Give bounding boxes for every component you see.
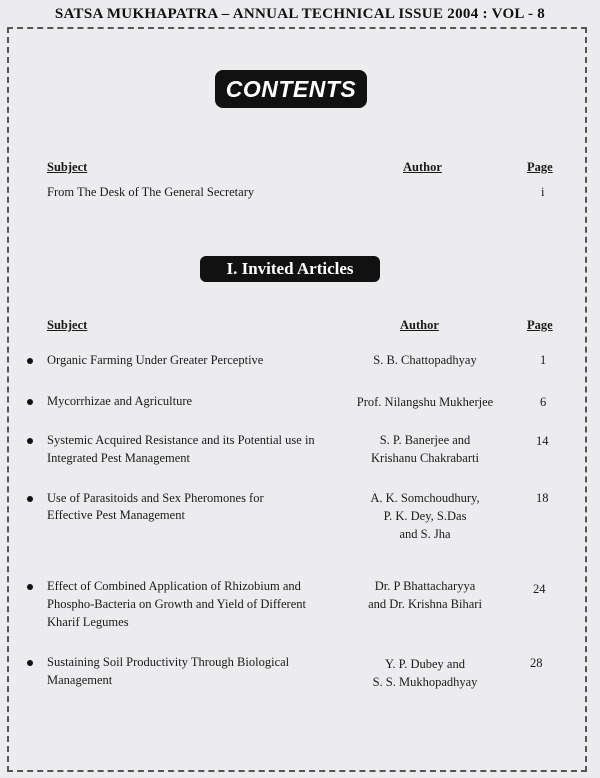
bullet-icon bbox=[27, 496, 33, 502]
journal-header: SATSA MUKHAPATRA – ANNUAL TECHNICAL ISSUE 2004 : VOL - 8 bbox=[54, 6, 546, 22]
toc-entry-title: Sustaining Soil Productivity Through Biological bbox=[47, 655, 290, 669]
bullet-icon bbox=[27, 584, 33, 590]
author-header: Author bbox=[403, 160, 442, 174]
toc-entry-author: and Dr. Krishna Bihari bbox=[368, 597, 482, 611]
toc-entry-author: Krishanu Chakrabarti bbox=[371, 451, 479, 465]
toc-entry-title: Organic Farming Under Greater Perceptive bbox=[47, 353, 264, 367]
subject-header: Subject bbox=[47, 160, 88, 174]
subject-header: Subject bbox=[47, 318, 88, 332]
toc-entry-page: 18 bbox=[536, 491, 549, 505]
toc-entry-author: S. S. Mukhopadhyay bbox=[372, 675, 478, 689]
toc-entry-title: Management bbox=[47, 673, 113, 687]
toc-entry-author: Dr. P Bhattacharyya bbox=[374, 579, 476, 593]
bullet-icon bbox=[27, 438, 33, 444]
toc-entry-page: i bbox=[541, 185, 545, 199]
toc-entry-title: Phospho-Bacteria on Growth and Yield of Different bbox=[47, 597, 306, 611]
toc-entry-page: 14 bbox=[536, 434, 549, 448]
toc-entry-author: S. B. Chattopadhyay bbox=[373, 353, 477, 367]
page-header: Page bbox=[527, 318, 553, 332]
author-header: Author bbox=[400, 318, 439, 332]
toc-entry-title: Integrated Pest Management bbox=[47, 451, 191, 465]
toc-entry-page: 1 bbox=[540, 353, 547, 367]
contents-title: CONTENTS bbox=[215, 70, 367, 108]
toc-entry-title: Systemic Acquired Resistance and its Potential use in bbox=[47, 433, 315, 447]
toc-entry-title: Mycorrhizae and Agriculture bbox=[47, 394, 193, 408]
toc-entry-title: Effect of Combined Application of Rhizobium and bbox=[47, 579, 301, 593]
section-title: I. Invited Articles bbox=[200, 256, 380, 282]
bullet-icon bbox=[27, 660, 33, 666]
bullet-icon bbox=[27, 399, 33, 405]
toc-entry-title: Effective Pest Management bbox=[47, 508, 185, 522]
toc-entry-page: 6 bbox=[540, 395, 547, 409]
toc-entry-author: Prof. Nilangshu Mukherjee bbox=[356, 395, 494, 409]
toc-entry-page: 28 bbox=[530, 656, 543, 670]
toc-entry-title: From The Desk of The General Secretary bbox=[47, 185, 255, 199]
toc-entry-author: Y. P. Dubey and bbox=[385, 657, 465, 671]
page-header: Page bbox=[527, 160, 553, 174]
toc-entry-author: S. P. Banerjee and bbox=[379, 433, 471, 447]
toc-entry-title: Use of Parasitoids and Sex Pheromones for bbox=[47, 491, 264, 505]
toc-entry-author: P. K. Dey, S.Das bbox=[383, 509, 467, 523]
bullet-icon bbox=[27, 358, 33, 364]
toc-entry-page: 24 bbox=[533, 582, 546, 596]
toc-entry-author: and S. Jha bbox=[399, 527, 451, 541]
toc-entry-title: Kharif Legumes bbox=[47, 615, 129, 629]
toc-entry-author: A. K. Somchoudhury, bbox=[370, 491, 480, 505]
